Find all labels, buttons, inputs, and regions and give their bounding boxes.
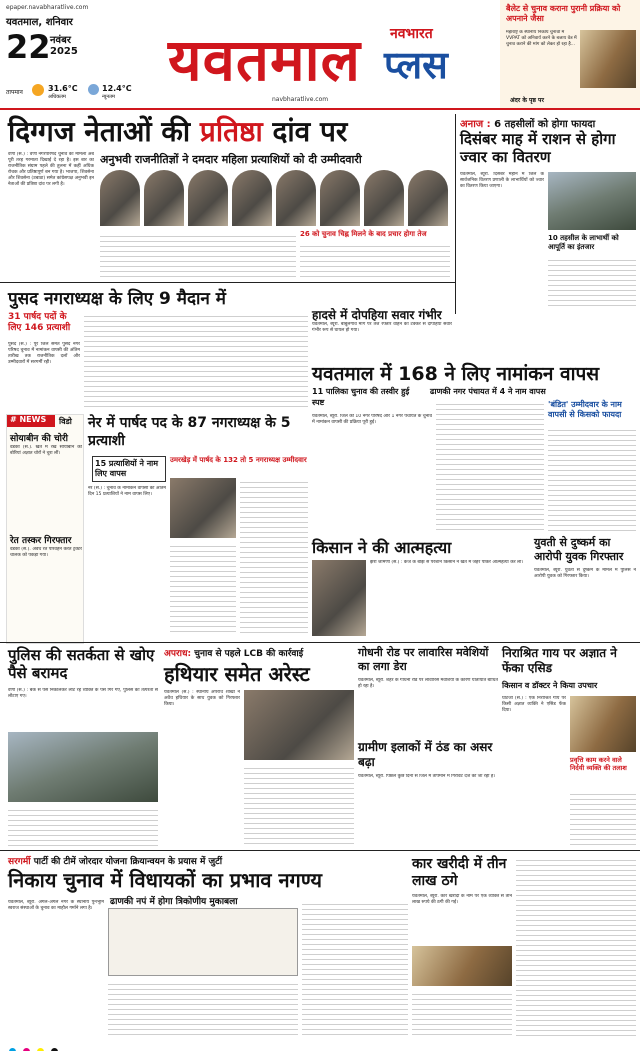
pusad-body-cols	[84, 312, 308, 410]
city-day: यवतमाल, शनिवार	[6, 17, 73, 28]
lead-headline-a: दिग्गज नेताओं की	[8, 115, 200, 148]
masthead	[0, 0, 640, 108]
weapons-body: यवतमाल (स.) : स्थानीय अपराध शाखा ने अवैध हथियार के साथ युवक को गिरफ्तार किया।	[164, 690, 240, 707]
website[interactable]: navbharatlive.com	[272, 96, 329, 103]
promo-box[interactable]	[500, 0, 640, 108]
sun-icon	[32, 84, 44, 96]
ration-kicker	[460, 116, 595, 130]
weapons-kicker-rest: चुनाव से पहले LCB की कार्रवाई	[191, 649, 304, 659]
farmer-body: झरी जामणी (स.) : कर्ज के बोझ से परेशान किसान ने खेत में जहर पीकर आत्महत्या कर ली।	[370, 560, 524, 565]
fraud-headline: कार खरीदी में तीन लाख ठगे	[412, 856, 507, 889]
news-item2-title: रेत तस्कर गिरफ्तार	[10, 536, 72, 546]
y168-sub1: 11 पालिका चुनाव की तस्वीर हुई स्पष्ट	[312, 387, 410, 407]
date-month: नवंबर	[50, 35, 71, 46]
ner-body: नेर (स.) : चुनाव के नामांकन वापसी की अंतिम दिन 15 प्रत्याशियों ने नाम वापस लिए।	[88, 486, 166, 497]
bottom-cartoon	[108, 908, 298, 976]
y168-sub2: ढाणकी नगर पंचायत में 4 ने नाम वापस	[430, 387, 546, 396]
weapons-kicker-label: अपराध:	[164, 649, 192, 659]
bottom-kicker-label: सरगर्मी	[8, 857, 31, 867]
leader-photo-2	[144, 170, 184, 226]
godhani-body: यवतमाल, ब्यूरो. शहर के गोधनी रोड पर लावारिस मवेशियों के कारण यातायात बाधित हो रहा है।	[358, 678, 498, 689]
cow-photo	[570, 696, 636, 752]
ner-headline: नेर में पार्षद पद के 87 नगराध्यक्ष के 5 प्रत्याशी	[88, 415, 291, 449]
bottom-body-2	[108, 980, 298, 1038]
row-divider-3	[0, 850, 640, 851]
right-bottom-body	[516, 856, 636, 1038]
pusad-headline: पुसद नगराध्यक्ष के लिए 9 मैदान में	[8, 289, 226, 309]
bottom-headline: निकाय चुनाव में विधायकों का प्रभाव नगण्य	[8, 868, 322, 892]
brand-top: नवभारत	[390, 26, 433, 42]
fraud-body: यवतमाल, ब्यूरो. कार खरीदी के नाम पर एक व्यक्ति से तीन लाख रुपये की ठगी की गई।	[412, 894, 512, 905]
masthead-title: यवतमाल	[168, 26, 361, 94]
temp-min-label: न्यूनतम	[102, 94, 115, 100]
accident-headline: हादसे में दोपहिया सवार गंभीर	[312, 308, 442, 322]
leader-photo-7	[364, 170, 404, 226]
news-box	[6, 414, 84, 644]
lead-dateline: वणी (स.) : वणी नगरपरिषद चुनाव का मामला अब पूरी तरह गरमाता दिखाई दे रहा है। इस बार का राजनीतिक संग्राम पहले की तुलना में कहीं अधिक रोचक और प्रतिष्ठापूर्ण बन गया है। भाजपा, शिवसेना और शिवसेना (उबाठा) समेत कांग्रेसपक्ष अनुभवी इन नेताओं की प्रतिष्ठा दांव पर लगी है।	[8, 152, 94, 187]
weather-label: तापमान	[6, 89, 23, 96]
lead-headline-c: दांव पर	[262, 115, 348, 148]
date-number: 22	[6, 28, 51, 66]
bottom-body-3	[302, 900, 408, 1038]
cow-body-2	[570, 790, 636, 846]
y168-headline: यवतमाल में 168 ने लिए नामांकन वापस	[312, 363, 600, 385]
lead-subhead: अनुभवी राजनीतिज्ञों ने दमदार महिला प्रत्याशियों को दी उम्मीदवारी	[100, 153, 362, 166]
weapons-kicker	[164, 646, 354, 659]
leader-photo-5	[276, 170, 316, 226]
ration-box-title: 10 तहसील के लाभार्थी को आपूर्ति का इंतजार	[548, 234, 619, 251]
brand-bottom: प्लस	[384, 43, 448, 87]
pusad-side-title: 31 पार्षद पदों के लिए 146 प्रत्याशी	[8, 312, 71, 333]
bottom-sub: ढाणकी नपं में होगा त्रिकोणीय मुकाबला	[110, 897, 238, 907]
moon-icon	[88, 84, 99, 95]
temp-min: 12.4°C	[102, 84, 132, 93]
ration-headline: दिसंबर माह में राशन से होगा ज्वार का वितरण	[460, 130, 616, 166]
police-body-2	[8, 806, 158, 846]
lead-photo-strip	[100, 170, 448, 228]
ner-body-3	[170, 542, 236, 636]
cow-headline: निराश्रित गाय पर अज्ञात ने फेंका एसिड	[502, 646, 617, 675]
masthead-divider	[0, 108, 640, 110]
lead-headline-b: प्रतिष्ठा	[199, 115, 263, 148]
lead-body-2	[300, 242, 450, 278]
ration-box-body	[548, 256, 636, 310]
weather-strip	[6, 82, 146, 104]
news-item2-text: वडकी (स.). अवैध रेत परिवहन करते ट्रैक्टर चालक को पकड़ा गया।	[10, 547, 82, 558]
right-column-divider	[455, 114, 456, 314]
godhani-headline: गोधनी रोड पर लावारिस मवेशियों का लगा डेरा	[358, 646, 489, 673]
police-photo	[8, 732, 158, 802]
cold-body: यवतमाल, ब्यूरो. पिछले कुछ दिनों से जिले में तापमान में गिरावट दर्ज की जा रही है।	[358, 774, 496, 779]
promo-photo	[580, 30, 636, 88]
cow-caption: प्रवृत्ति काम करने वाले निर्दयी व्यक्ति की तलाश	[570, 756, 627, 772]
farmer-photo	[312, 560, 366, 636]
bottom-kicker-rest: पार्टी की टीमें जोरदार योजना क्रियान्वयन के प्रयास में जुटीं	[33, 857, 223, 867]
epaper-url[interactable]: epaper.navabharatlive.com	[6, 4, 89, 11]
cold-headline: ग्रामीण इलाकों में ठंड का असर बढ़ा	[358, 740, 493, 769]
ration-kicker-rest: 6 तहसीलों को होगा फायदा	[490, 119, 596, 130]
fraud-photo	[412, 946, 512, 986]
ration-body: यवतमाल, ब्यूरो. दिसंबर महीने में जिले के सार्वजनिक वितरण प्रणाली के लाभार्थियों को ज्वार का वितरण किया जाएगा।	[460, 172, 544, 189]
youth-body: यवतमाल, ब्यूरो. युवती से दुष्कर्म के मामले में पुलिस ने आरोपी युवक को गिरफ्तार किया।	[534, 568, 636, 579]
temp-max: 31.6°C	[48, 84, 78, 93]
lead-body-1	[100, 232, 296, 278]
ner-photo	[170, 478, 236, 538]
row-divider-2	[0, 642, 640, 643]
fraud-body-2	[412, 990, 512, 1038]
police-headline: पुलिस की सतर्कता से खोए पैसे बरामद	[8, 646, 155, 682]
ner-side-title: 15 प्रत्याशियों ने नाम लिए वापस	[92, 456, 166, 482]
bottom-body: यवतमाल, ब्यूरो. अगले-अगले नगर के स्थानीय पुनर्भूमि स्वराज संस्थाओं के चुनाव का माहौल गर्माने लगा है।	[8, 900, 104, 911]
row-divider-1	[0, 282, 455, 283]
weapons-body-2	[244, 764, 354, 846]
color-registration-bar	[8, 1040, 632, 1049]
lead-headline	[8, 116, 448, 148]
promo-title: बैलेट से चुनाव कराना पुरानी प्रक्रिया को अपनाने जैसा	[506, 4, 621, 23]
y168-body: यवतमाल, ब्यूरो. जिले की 10 नगर परिषद और 1 नगर पंचायत के चुनाव में नामांकन वापसी की प्रक्रिया पूरी हुई।	[312, 414, 432, 425]
leader-photo-3	[188, 170, 228, 226]
leader-photo-1	[100, 170, 140, 226]
weapons-photo	[244, 690, 354, 760]
ner-body-2	[240, 478, 308, 636]
y168-body-3	[548, 426, 636, 532]
news-label: # NEWS	[7, 415, 55, 427]
leader-photo-4	[232, 170, 272, 226]
accident-body: यवतमाल, ब्यूरो. बाबुलगांव मार्ग पर तेज रफ्तार वाहन की टक्कर से दोपहिया सवार गंभीर रूप से घायल हो गया।	[312, 322, 452, 333]
news-video-label: विडो	[59, 417, 72, 426]
y168-sub3: 'बंडित' उम्मीदवार के नाम वापसी से किसको फायदा	[548, 400, 622, 419]
promo-text: महाराष्ट्र के स्थानीय निकाय चुनावों में VVPAT को अनिवार्य करने के बजाय वेत्र में चुनाव कराने की मांग को लेकर हो रहा है...	[506, 30, 577, 47]
ration-kicker-label: अनाज :	[460, 119, 491, 130]
temp-max-label: अधिकतम	[48, 94, 66, 100]
ner-photo-caption: उमरखेड़ में पार्षद के 132 तो 5 नगराध्यक्ष उम्मीदवार	[170, 456, 307, 464]
cow-body: घाटंजी (स.) : एक निराश्रित गाय पर किसी अज्ञात व्यक्ति ने एसिड फेंक दिया।	[502, 696, 566, 713]
news-item1-text: वडकी (स.). खेत में रखे सोयाबीन की बोरियां अज्ञात चोरों ने चुरा लीं।	[10, 445, 82, 456]
date-year: 2025	[50, 46, 78, 57]
cow-sub: किसान व डॉक्टर ने किया उपचार	[502, 681, 598, 690]
lead-inset-title: 26 को चुनाव चिह्न मिलने के बाद प्रचार होगा तेज	[300, 230, 427, 238]
leader-photo-8	[408, 170, 448, 226]
ration-photo	[548, 172, 636, 230]
leader-photo-6	[320, 170, 360, 226]
pusad-body: पुसद (स.) : पूरे जिले समेत पुसद नगर परिषद चुनाव में नामांकन वापसी की अंतिम तारीख तक राजनीतिक दलों और उम्मीदवारों में सरगर्मी रही।	[8, 342, 80, 365]
farmer-headline: किसान ने की आत्महत्या	[312, 538, 452, 557]
weapons-headline: हथियार समेत अरेस्ट	[164, 662, 310, 686]
promo-more[interactable]: अंदर के पृष्ठ पर	[510, 97, 544, 104]
youth-headline: युवती से दुष्कर्म का आरोपी युवक गिरफ्तार	[534, 536, 624, 563]
police-body: वणी (स.) : बैंक से पैसे निकालकर लौट रहे व्यक्ति के पैसे गिर गए, पुलिस की तत्परता से लौटाए गए।	[8, 688, 158, 699]
y168-body-2	[436, 400, 544, 532]
news-item1-title: सोयाबीन की चोरी	[10, 434, 68, 444]
